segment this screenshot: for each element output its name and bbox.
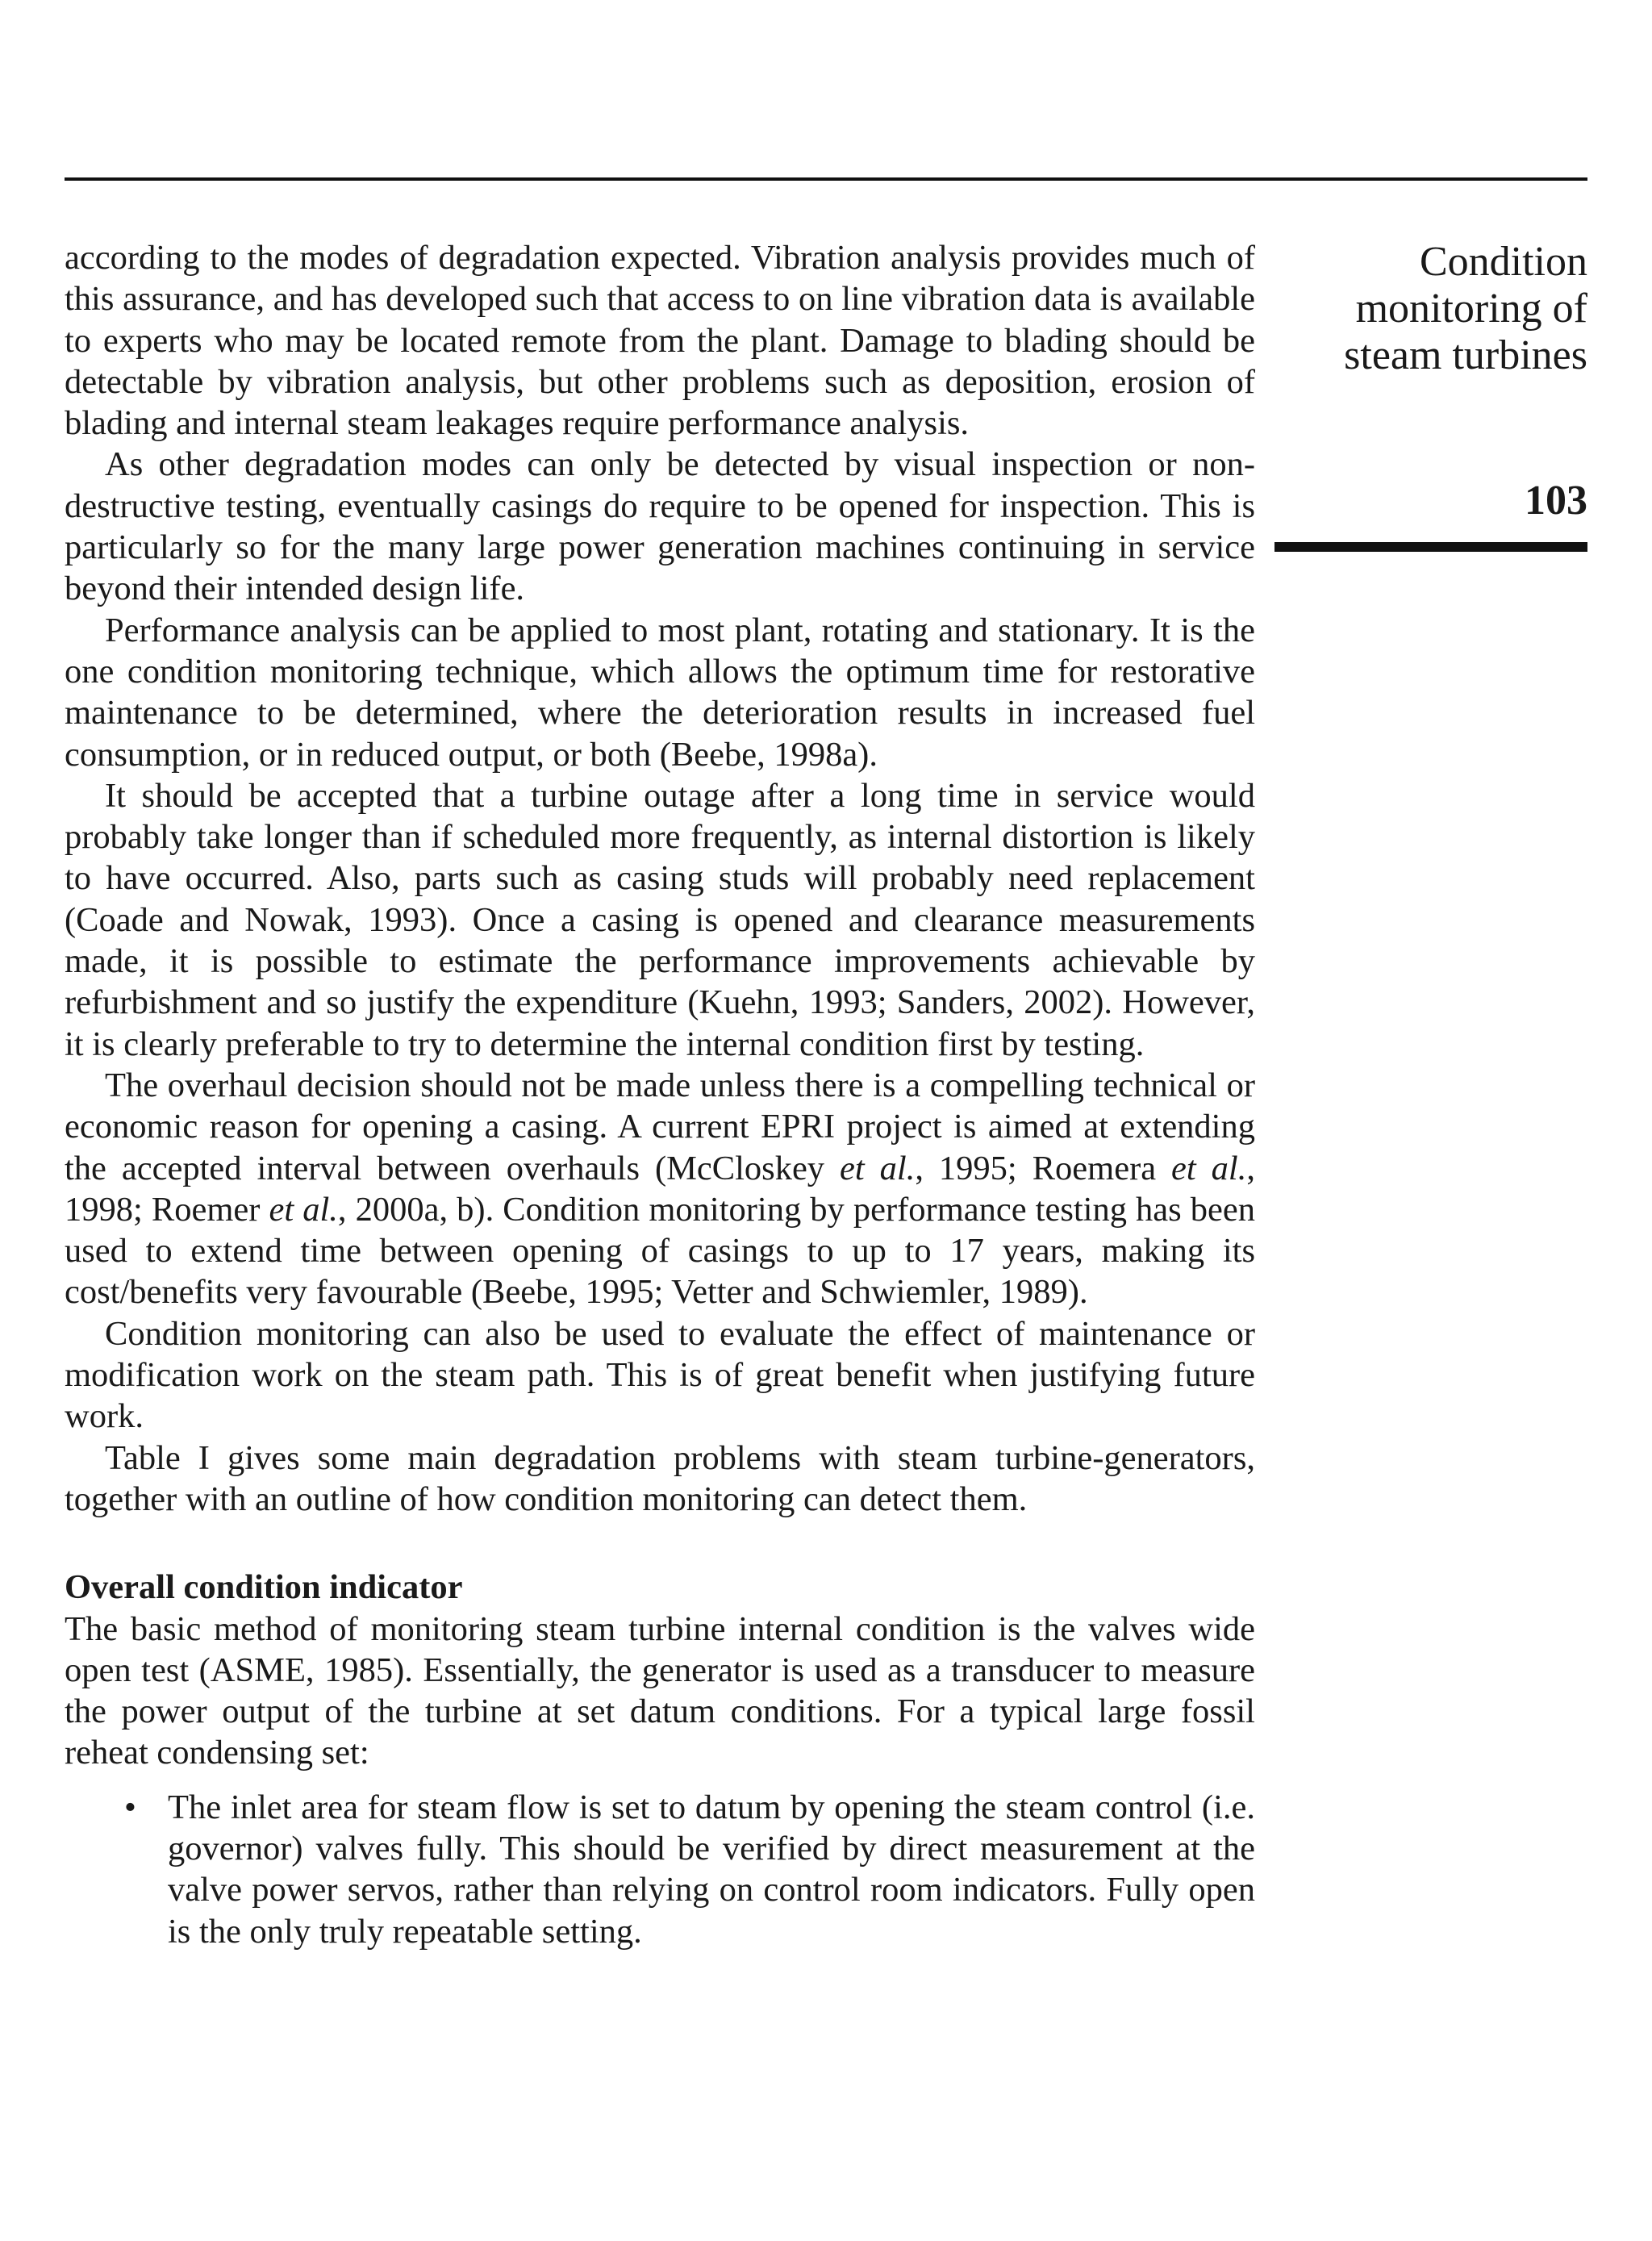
side-rule	[1274, 542, 1587, 552]
top-rule	[65, 177, 1587, 181]
paragraph-8: The basic method of monitoring steam turbine internal condition is the valves wide open test (ASME, 1985). Essentially, the generator is used as a transducer to measure the power output of the turbine at set datum conditions. For a typical large fossil reheat condensing set:	[65, 1609, 1255, 1772]
et-al-1: et al.	[840, 1149, 916, 1187]
page-number: 103	[1525, 478, 1587, 524]
running-title-line-3: steam turbines	[1344, 332, 1587, 378]
running-title-line-1: Condition	[1419, 239, 1587, 285]
paragraph-5-part-d: , 2000a, b). Condition monitoring by performance testing has been used to extend time between opening of casings to up to 17 years, making its cost/benefits very favourable (Beebe, 1995; Vetter and Schwiemler, 1989).	[65, 1190, 1256, 1312]
et-al-2: et al.	[1171, 1149, 1247, 1187]
paragraph-5-part-c: , 1998; Roemer	[65, 1149, 1255, 1229]
bullet-icon: •	[124, 1788, 136, 1826]
paragraph-5	[65, 1065, 1255, 1313]
paragraph-3: Performance analysis can be applied to most plant, rotating and stationary. It is the one condition monitoring technique, which allows the optimum time for restorative maintenance to be determined, where the deterioration results in increased fuel consumption, or in reduced output, or both (Beebe, 1998a).	[65, 611, 1255, 774]
paragraph-7: Table I gives some main degradation problems with steam turbine-generators, together with an outline of how condition monitoring can detect them.	[65, 1438, 1255, 1518]
main-text-column	[65, 237, 1255, 1952]
paragraph-5-part-a: The overhaul decision should not be made unless there is a compelling technical or economic reason for opening a casing. A current EPRI project is aimed at extending the accepted interval between overhauls (McCloskey	[65, 1066, 1255, 1187]
section-heading: Overall condition indicator	[65, 1568, 463, 1607]
paragraph-2: As other degradation modes can only be detected by visual inspection or non-destructive testing, eventually casings do require to be opened for inspection. This is particularly so for the many large power generation machines continuing in service beyond their intended design life.	[65, 445, 1255, 608]
et-al-3: et al.	[269, 1190, 338, 1229]
paragraph-5-part-b: , 1995; Roemera	[915, 1149, 1172, 1187]
running-title-line-2: monitoring of	[1355, 286, 1587, 332]
list-item-text: The inlet area for steam flow is set to datum by opening the steam control (i.e. governor) valves fully. This should be verified by direct measurement at the valve power servos, rather than relying on control room indicators. Fully open is the only truly repeatable setting.	[168, 1788, 1255, 1951]
paragraph-4: It should be accepted that a turbine outage after a long time in service would probably take longer than if scheduled more frequently, as internal distortion is likely to have occurred. Also, parts such as casing studs will probably need replacement (Coade and Nowak, 1993). Once a casing is opened and clearance measurements made, it is possible to estimate the performance improvements achievable by refurbishment and so justify the expenditure (Kuehn, 1993; Sanders, 2002). However, it is clearly preferable to try to determine the internal condition first by testing.	[65, 776, 1255, 1063]
running-title	[1274, 239, 1587, 379]
bullet-list	[65, 1787, 1255, 1952]
paragraph-1: according to the modes of degradation expected. Vibration analysis provides much of this assurance, and has developed such that access to on line vibration data is available to experts who may be located remote from the plant. Damage to blading should be detectable by vibration analysis, but other problems such as deposition, erosion of blading and internal steam leakages require performance analysis.	[65, 239, 1255, 443]
paragraph-6: Condition monitoring can also be used to evaluate the effect of maintenance or modification work on the steam path. This is of great benefit when justifying future work.	[65, 1314, 1255, 1436]
list-item	[65, 1787, 1255, 1952]
